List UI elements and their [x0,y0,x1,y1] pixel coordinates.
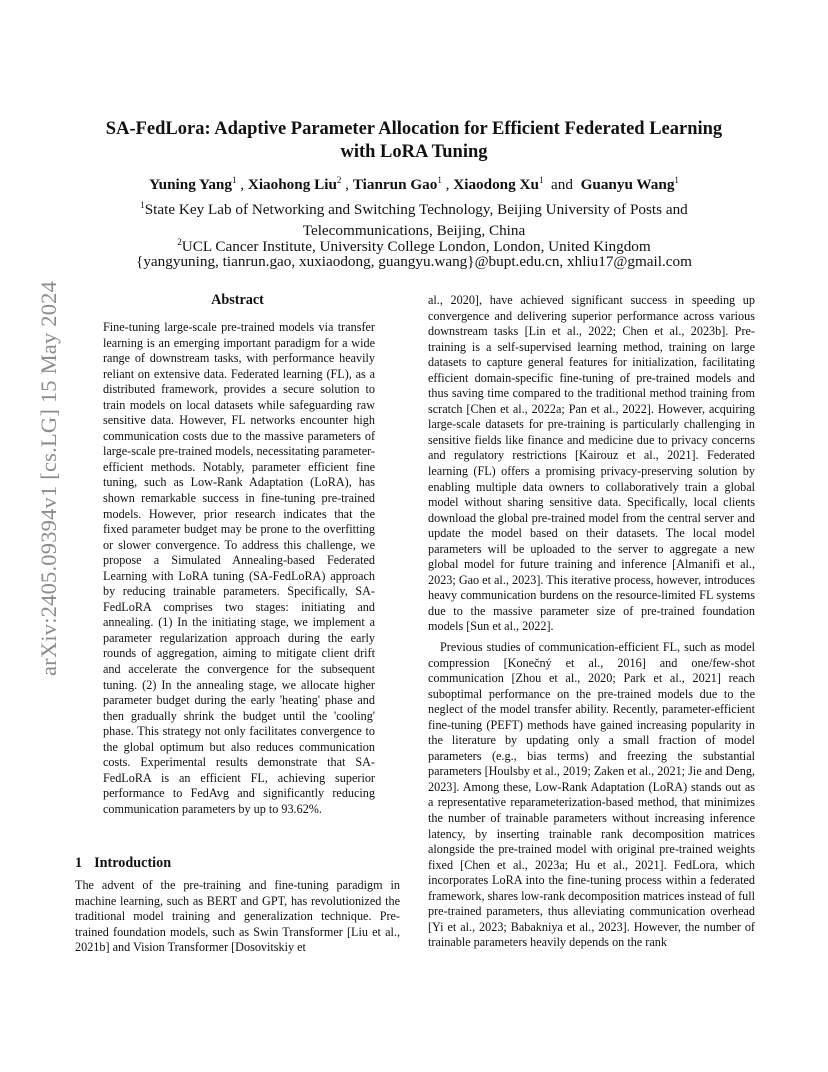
author-affiliation-mark: 1 [538,174,544,185]
author-affiliation-mark: 1 [437,174,442,185]
abstract-heading: Abstract [211,292,264,308]
author-name: Xiaohong Liu [247,176,337,193]
paper-title [0,118,828,164]
affiliation-mark: 2 [177,237,182,247]
author-name: Yuning Yang [149,176,232,193]
abstract-text: Fine-tuning large-scale pre-trained models via transfer learning is an emerging important paradigm for a wide range of downstream tasks, with performance heavily reliant on extensive data. Federated learning (FL), as a distributed framework, provides a secure solution to train models on local datasets while safeguarding raw sensitive data. However, FL networks encounter high communication costs due to the massive parameters of large-scale pre-trained models, necessitating parameter-efficient methods. Notably, parameter efficient fine tuning, such as Low-Rank Adaptation (LoRA), has shown remarkable success in fine-tuning pre-trained models. However, prior research indicates that the fixed parameter budget may be prone to the overfitting or slower convergence. To address this challenge, we propose a Simulated Annealing-based Federated Learning with LoRA tuning (SA-FedLoRA) approach by reducing trainable parameters. Specifically, SA-FedLoRA comprises two stages: initiating and annealing. (1) In the initiating stage, we implement a parameter regularization approach during the early rounds of aggregation, aiming to mitigate client drift and accelerate the convergence for the subsequent tuning. (2) In the annealing stage, we allocate higher parameter budget during the early 'heating' phase and then gradually shrink the budget until the 'cooling' phase. This strategy not only facilitates convergence to the global optimum but also reduces communication costs. Experimental results demonstrate that SA-FedLoRA is an efficient FL, achieving superior performance to FedAvg and significantly reducing communication parameters by up to 93.62%. [103,320,375,816]
author-name: Guanyu Wang [580,176,675,193]
author-affiliation-mark: 2 [336,174,342,185]
affiliation-1-line-1: State Key Lab of Networking and Switching Technology, Beijing University of Posts and [144,201,688,219]
author-separator: , [345,176,350,193]
author-affiliation-mark: 1 [231,174,237,185]
arxiv-identifier-stamp: arXiv:2405.09394v1 [cs.LG] 15 May 2024 [36,280,61,676]
section-number: 1 [75,855,83,871]
introduction-paragraph-right-1: al., 2020], have achieved significant success in speeding up convergence and delivering superior performance across various downstream tasks [Lin et al., 2022; Chen et al., 2023b]. Pre-training is a self-supervised learning method, training on large datasets to capture general features for initialization, facilitating efficient domain-specific fine-tuning of pre-trained models and thus saving time compared to the traditional method training from scratch [Chen et al., 2022a; Pan et al., 2022]. However, acquiring large-scale datasets for pre-training is particularly challenging in sensitive fields like finance and medicine due to privacy concerns and regulatory restrictions [Kairouz et al., 2021]. Federated learning (FL) offers a promising privacy-preserving solution by enabling multiple data owners to collaboratively train a global model without sharing sensitive data. Specifically, local clients download the global pre-trained model from the central server and update the model based on their datasets. The local model parameters will be uploaded to the server to aggregate a new global model for future training and inference [Almanifi et al., 2023; Gao et al., 2023]. This iterative process, however, introduces heavy communication burdens on the resource-limited FL systems due to the massive parameter size of pre-trained foundation models [Sun et al., 2022]. [428,293,755,634]
section-heading-introduction [75,855,171,872]
affiliation-mark: 1 [140,200,145,210]
title-line-1: SA-FedLora: Adaptive Parameter Allocation for Efficient Federated Learning [105,119,723,139]
author-separator: , [240,176,245,193]
section-title: Introduction [94,855,172,871]
author-name: Xiaodong Xu [453,176,539,193]
title-line-2: with LoRA Tuning [340,142,488,162]
introduction-paragraph-left: The advent of the pre-training and fine-tuning paradigm in machine learning, such as BERT and GPT, has revolutionized the traditional model training and generalization technique. Pre-trained foundation models, such as Swin Transformer [Liu et al., 2021b] and Vision Transformer [Dosovitskiy et [75,878,400,955]
affiliation-1-line-2: Telecommunications, Beijing, China [302,221,526,239]
author-name: Tianrun Gao [352,176,438,193]
author-affiliation-mark: 1 [674,174,679,185]
author-separator: , [445,176,450,193]
author-and: and [551,176,573,193]
author-emails: {yangyuning, tianrun.gao, xuxiaodong, guangyu.wang}@bupt.edu.cn, xhliu17@gmail.com [136,253,692,270]
author-list [0,174,828,195]
introduction-paragraph-right-2: Previous studies of communication-efficient FL, such as model compression [Konečný et al., 2016] and one/few-shot communication [Zhou et al., 2020; Park et al., 2021] reach suboptimal performance on the pre-trained models due to the neglect of the model transfer ability. Recently, parameter-efficient fine-tuning (PEFT) methods have gained increasing popularity in the literature by updating only a small fraction of model parameters (e.g., bias terms) and freezing the substantial parameters [Houlsby et al., 2019; Zaken et al., 2021; Jie and Deng, 2023]. Among these, Low-Rank Adaptation (LoRA) stands out as a representative reparameterization-based method, that minimizes the number of trainable parameters without increasing inference latency, by inserting trainable rank decomposition matrices alongside the pre-trained model with original pre-trained weights fixed [Chen et al., 2023a; Hu et al., 2021]. FedLora, which incorporates LoRA into the fine-tuning process within a federated framework, shares low-rank decomposition matrices instead of full pre-trained parameters, thus alleviating communication overhead [Yi et al., 2023; Babakniya et al., 2023]. However, the number of trainable parameters heavily depends on the rank [428,640,755,950]
affiliation-2-line: UCL Cancer Institute, University College London, London, United Kingdom [181,238,651,256]
